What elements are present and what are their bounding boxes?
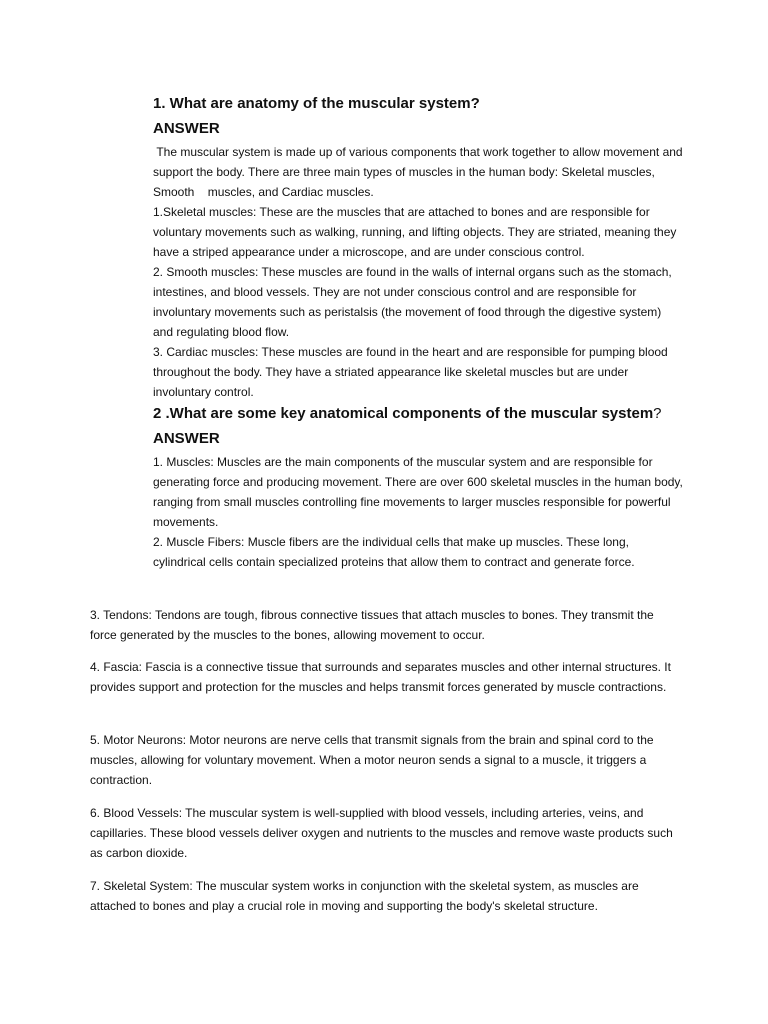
answer-1-cardiac: 3. Cardiac muscles: These muscles are found in the heart and are responsible for pumping blood throughout the body. They have a striated appearance like skeletal muscles but are under involuntary control. xyxy=(153,345,672,399)
answer-1-label: ANSWER xyxy=(153,120,220,137)
item-blood-vessels xyxy=(90,803,680,863)
question-2-heading xyxy=(153,404,683,424)
answer-1-smooth: 2. Smooth muscles: These muscles are found in the walls of internal organs such as the stomach, intestines, and blood vessels. They are not under conscious control and are responsible for involuntary movements such as peristalsis (the movement of food through the digestive system) and regulating blood flow. xyxy=(153,265,676,339)
answer-2-fibers: 2. Muscle Fibers: Muscle fibers are the individual cells that make up muscles. These long, cylindrical cells contain specialized proteins that allow them to contract and generate force. xyxy=(153,535,635,569)
question-2-heading-text: 2 .What are some key anatomical components of the muscular system xyxy=(153,405,654,422)
item-skeletal-system-text: 7. Skeletal System: The muscular system works in conjunction with the skeletal system, as muscles are attached to bones and play a crucial role in moving and supporting the body's skeletal structure. xyxy=(90,879,642,913)
answer-2-label: ANSWER xyxy=(153,430,220,447)
item-motor-neurons-text: 5. Motor Neurons: Motor neurons are nerve cells that transmit signals from the brain and spinal cord to the muscles, allowing for voluntary movement. When a motor neuron sends a signal to a muscle, it triggers a contraction. xyxy=(90,733,657,787)
indented-block xyxy=(153,94,687,572)
item-blood-vessels-text: 6. Blood Vessels: The muscular system is well-supplied with blood vessels, including arteries, veins, and capillaries. These blood vessels deliver oxygen and nutrients to the muscles and remove waste products such as carbon dioxide. xyxy=(90,806,677,860)
question-2-heading-mark: ? xyxy=(653,405,662,422)
answer-1-intro: The muscular system is made up of various components that work together to allow movement and support the body. There are three main types of muscles in the human body: Skeletal muscles, Smooth muscles, and Cardiac muscles. xyxy=(153,145,686,199)
question-1-heading: 1. What are anatomy of the muscular system? xyxy=(153,95,480,112)
item-tendons xyxy=(90,605,680,645)
item-fascia xyxy=(90,657,680,697)
item-fascia-text: 4. Fascia: Fascia is a connective tissue that surrounds and separates muscles and other internal structures. It provides support and protection for the muscles and helps transmit forces generated by muscle contractions. xyxy=(90,660,675,694)
answer-1-skeletal: 1.Skeletal muscles: These are the muscles that are attached to bones and are responsible for voluntary movements such as walking, running, and lifting objects. They are striated, meaning they have a striped appearance under a microscope, and are under conscious control. xyxy=(153,205,680,259)
item-tendons-text: 3. Tendons: Tendons are tough, fibrous connective tissues that attach muscles to bones. They transmit the force generated by the muscles to the bones, allowing movement to occur. xyxy=(90,608,658,642)
item-skeletal-system xyxy=(90,876,680,916)
answer-2-muscles: 1. Muscles: Muscles are the main components of the muscular system and are responsible for generating force and producing movement. There are over 600 skeletal muscles in the human body, ranging from small muscles controlling fine movements to larger muscles responsible for powerful movements. xyxy=(153,455,687,529)
item-motor-neurons xyxy=(90,730,680,790)
